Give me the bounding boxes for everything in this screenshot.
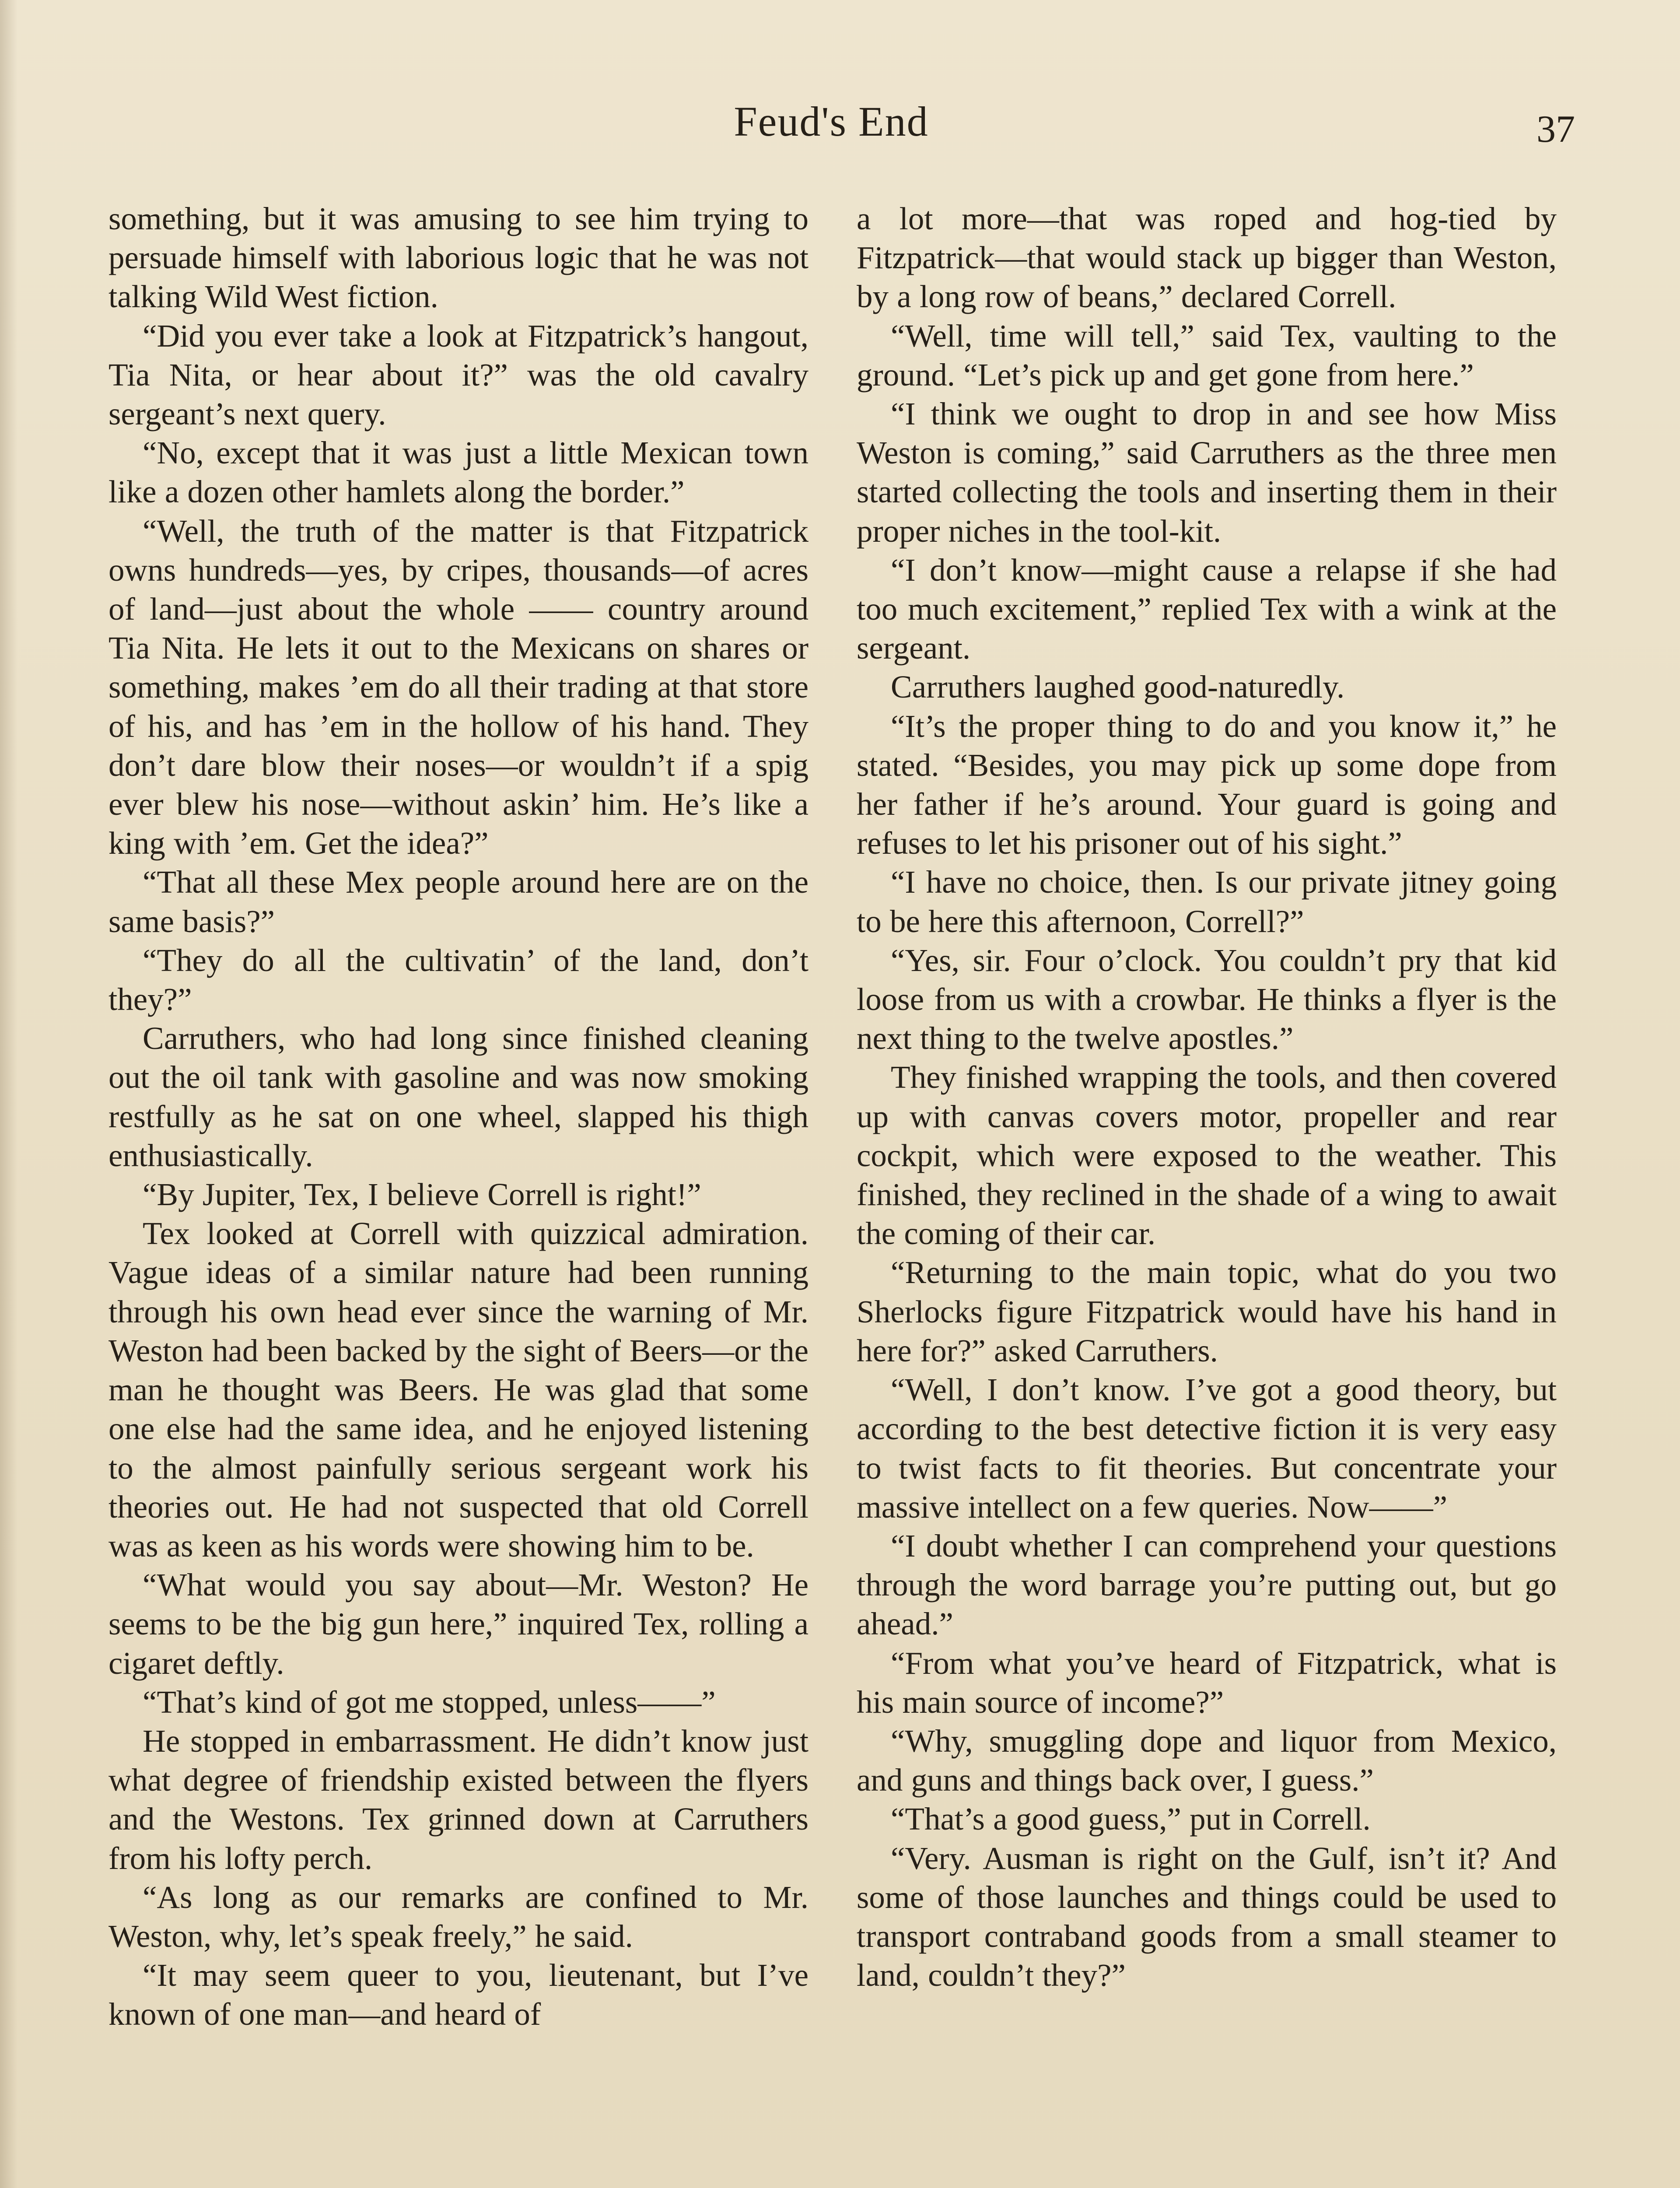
paragraph: “It’s the proper thing to do and you know it,” he stated. “Besides, you may pick up some dope from her father if he’s around. Your guard is going and refuses to let his prisoner out of his sight.” <box>857 708 1557 861</box>
paragraph: “Did you ever take a look at Fitzpatrick’s hangout, Tia Nita, or hear about it?” was the old cavalry sergeant’s next query. <box>108 318 808 432</box>
paragraph: something, but it was amusing to see him trying to persuade himself with laborious logic that he was not talking Wild West fiction. <box>108 201 808 315</box>
paragraph: “That’s kind of got me stopped, unless——” <box>143 1684 716 1720</box>
paragraph: “It may seem queer to you, lieutenant, but I’ve known of one man—and heard of <box>108 1957 808 2032</box>
paragraph: “Well, I don’t know. I’ve got a good theory, but according to the best detective fiction it is very easy to twist facts to fit theories. But concentrate your massive intellect on a few queries. Now——” <box>857 1372 1557 1525</box>
paragraph: “What would you say about—Mr. Weston? He seems to be the big gun here,” inquired Tex, rolling a cigaret deftly. <box>108 1567 808 1681</box>
paragraph: “No, except that it was just a little Mexican town like a dozen other hamlets along the border.” <box>108 435 808 510</box>
paragraph: Tex looked at Correll with quizzical admiration. Vague ideas of a similar nature had been running through his own head ever since the warning of Mr. Weston had been backed by the sight of Beers—or the man he thought was Beers. He was glad that some one else had the same idea, and he enjoyed listening to the almost painfully serious sergeant work his theories out. He had not suspected that old Correll was as keen as his words were showing him to be. <box>108 1216 808 1564</box>
paragraph: “I have no choice, then. Is our private jitney going to be here this afternoon, Correll?” <box>857 864 1557 939</box>
paragraph: “Yes, sir. Four o’clock. You couldn’t pry that kid loose from us with a crowbar. He thinks a flyer is the next thing to the twelve apostles.” <box>857 942 1557 1056</box>
paragraph: a lot more—that was roped and hog-tied by Fitzpatrick—that would stack up bigger than Weston, by a long row of beans,” declared Correll. <box>857 201 1557 315</box>
paragraph: “That all these Mex people around here are on the same basis?” <box>108 864 808 939</box>
paragraph: “Very. Ausman is right on the Gulf, isn’t it? And some of those launches and things could be used to transport contraband goods from a small steamer to land, couldn’t they?” <box>857 1840 1557 1993</box>
left-column <box>108 199 808 2034</box>
paragraph: “I think we ought to drop in and see how Miss Weston is coming,” said Carruthers as the three men started collecting the tools and inserting them in their proper niches in the tool-kit. <box>857 396 1557 549</box>
paragraph: “Returning to the main topic, what do you two Sherlocks figure Fitzpatrick would have his hand in here for?” asked Carruthers. <box>857 1255 1557 1368</box>
paragraph: “Why, smuggling dope and liquor from Mexico, and guns and things back over, I guess.” <box>857 1723 1557 1798</box>
paragraph: “That’s a good guess,” put in Correll. <box>891 1801 1371 1837</box>
paragraph: Carruthers laughed good-naturedly. <box>891 669 1345 705</box>
paragraph: Carruthers, who had long since finished cleaning out the oil tank with gasoline and was now smoking restfully as he sat on one wheel, slapped his thigh enthusiastically. <box>108 1020 808 1173</box>
right-column <box>857 199 1557 1995</box>
paragraph: “I doubt whether I can comprehend your questions through the word barrage you’re putting out, but go ahead.” <box>857 1528 1557 1642</box>
running-title: Feud's End <box>734 98 929 145</box>
page-edge-shadow <box>0 0 18 2188</box>
paragraph: “Well, time will tell,” said Tex, vaulting to the ground. “Let’s pick up and get gone from here.” <box>857 318 1557 393</box>
paragraph: “Well, the truth of the matter is that Fitzpatrick owns hundreds—yes, by cripes, thousands—of acres of land—just about the whole —— country around Tia Nita. He lets it out to the Mexicans on shares or something, makes ’em do all their trading at that store of his, and has ’em in the hollow of his hand. They don’t dare blow their noses—or wouldn’t if a spig ever blew his nose—without askin’ him. He’s like a king with ’em. Get the idea?” <box>108 513 808 861</box>
paragraph: He stopped in embarrassment. He didn’t know just what degree of friendship existed between the flyers and the Westons. Tex grinned down at Carruthers from his lofty perch. <box>108 1723 808 1876</box>
paragraph: “As long as our remarks are confined to Mr. Weston, why, let’s speak freely,” he said. <box>108 1879 808 1954</box>
paragraph: “From what you’ve heard of Fitzpatrick, what is his main source of income?” <box>857 1645 1557 1720</box>
paragraph: “I don’t know—might cause a relapse if she had too much excitement,” replied Tex with a wink at the sergeant. <box>857 552 1557 666</box>
page-number: 37 <box>1536 108 1575 151</box>
paragraph: “By Jupiter, Tex, I believe Correll is right!” <box>143 1177 701 1213</box>
paragraph: They finished wrapping the tools, and then covered up with canvas covers motor, propeller and rear cockpit, which were exposed to the weather. This finished, they reclined in the shade of a wing to await the coming of their car. <box>857 1059 1557 1252</box>
paragraph: “They do all the cultivatin’ of the land, don’t they?” <box>108 942 808 1017</box>
